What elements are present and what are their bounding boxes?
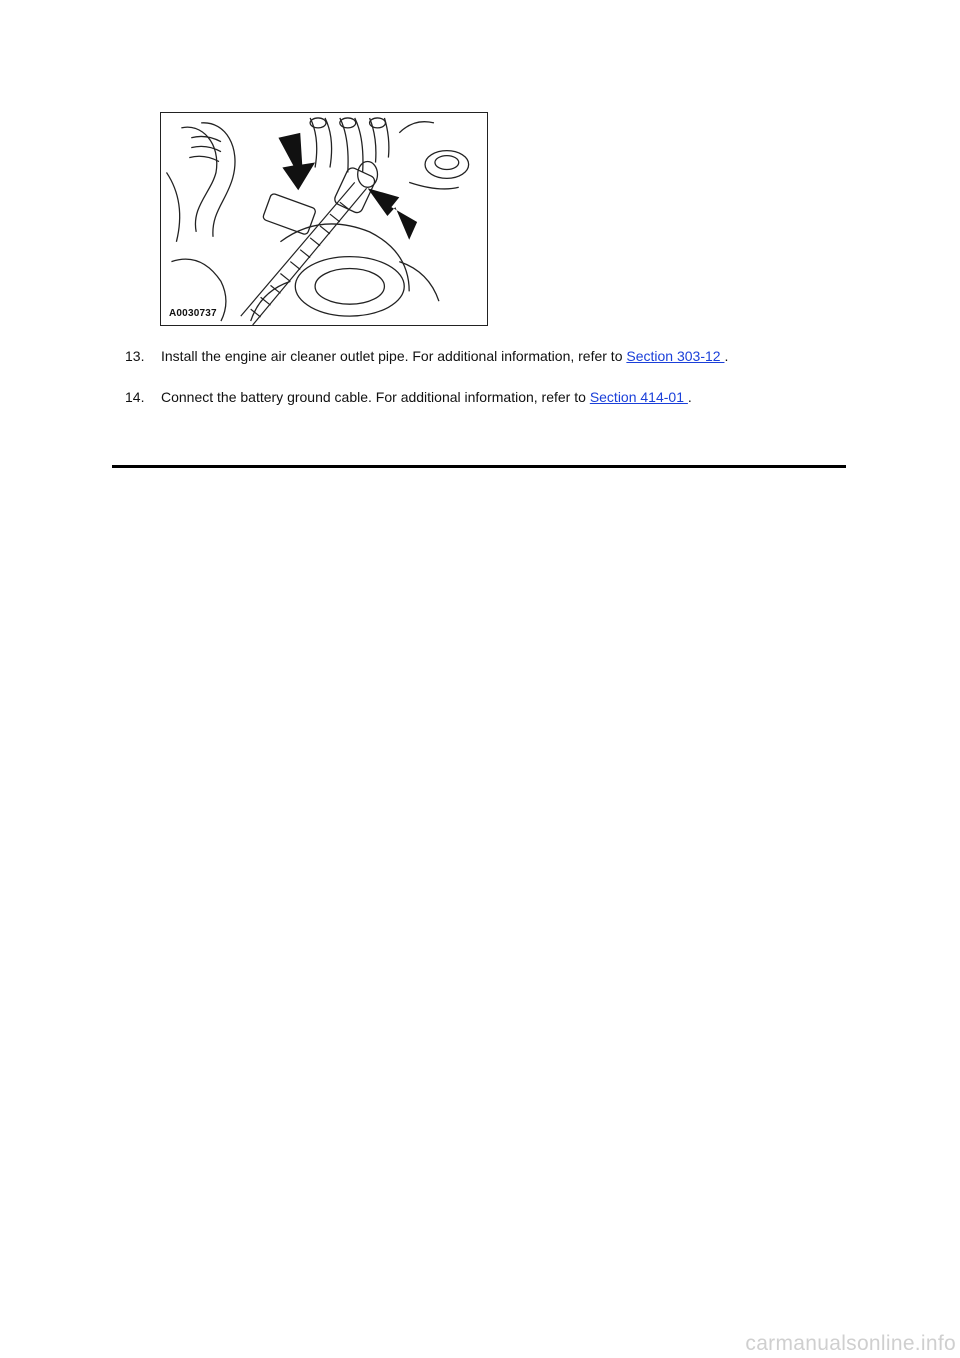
step-text: Install the engine air cleaner outlet pipe. For additional information, refer to [161,348,627,364]
step-suffix: . [687,389,692,405]
engine-illustration [160,112,488,326]
step-number: 13. [125,348,145,364]
section-303-12-link[interactable]: Section 303-12 [626,348,725,364]
step-13 [125,347,728,365]
step-text: Connect the battery ground cable. For additional information, refer to [161,389,590,405]
step-suffix: . [724,348,729,364]
section-divider [112,465,846,468]
illustration-drawing [161,113,487,325]
step-14 [125,388,692,406]
section-414-01-link[interactable]: Section 414-01 [589,389,688,405]
step-number: 14. [125,389,145,405]
figure-id-label: A0030737 [169,308,217,319]
watermark: carmanualsonline.info [745,1332,956,1355]
